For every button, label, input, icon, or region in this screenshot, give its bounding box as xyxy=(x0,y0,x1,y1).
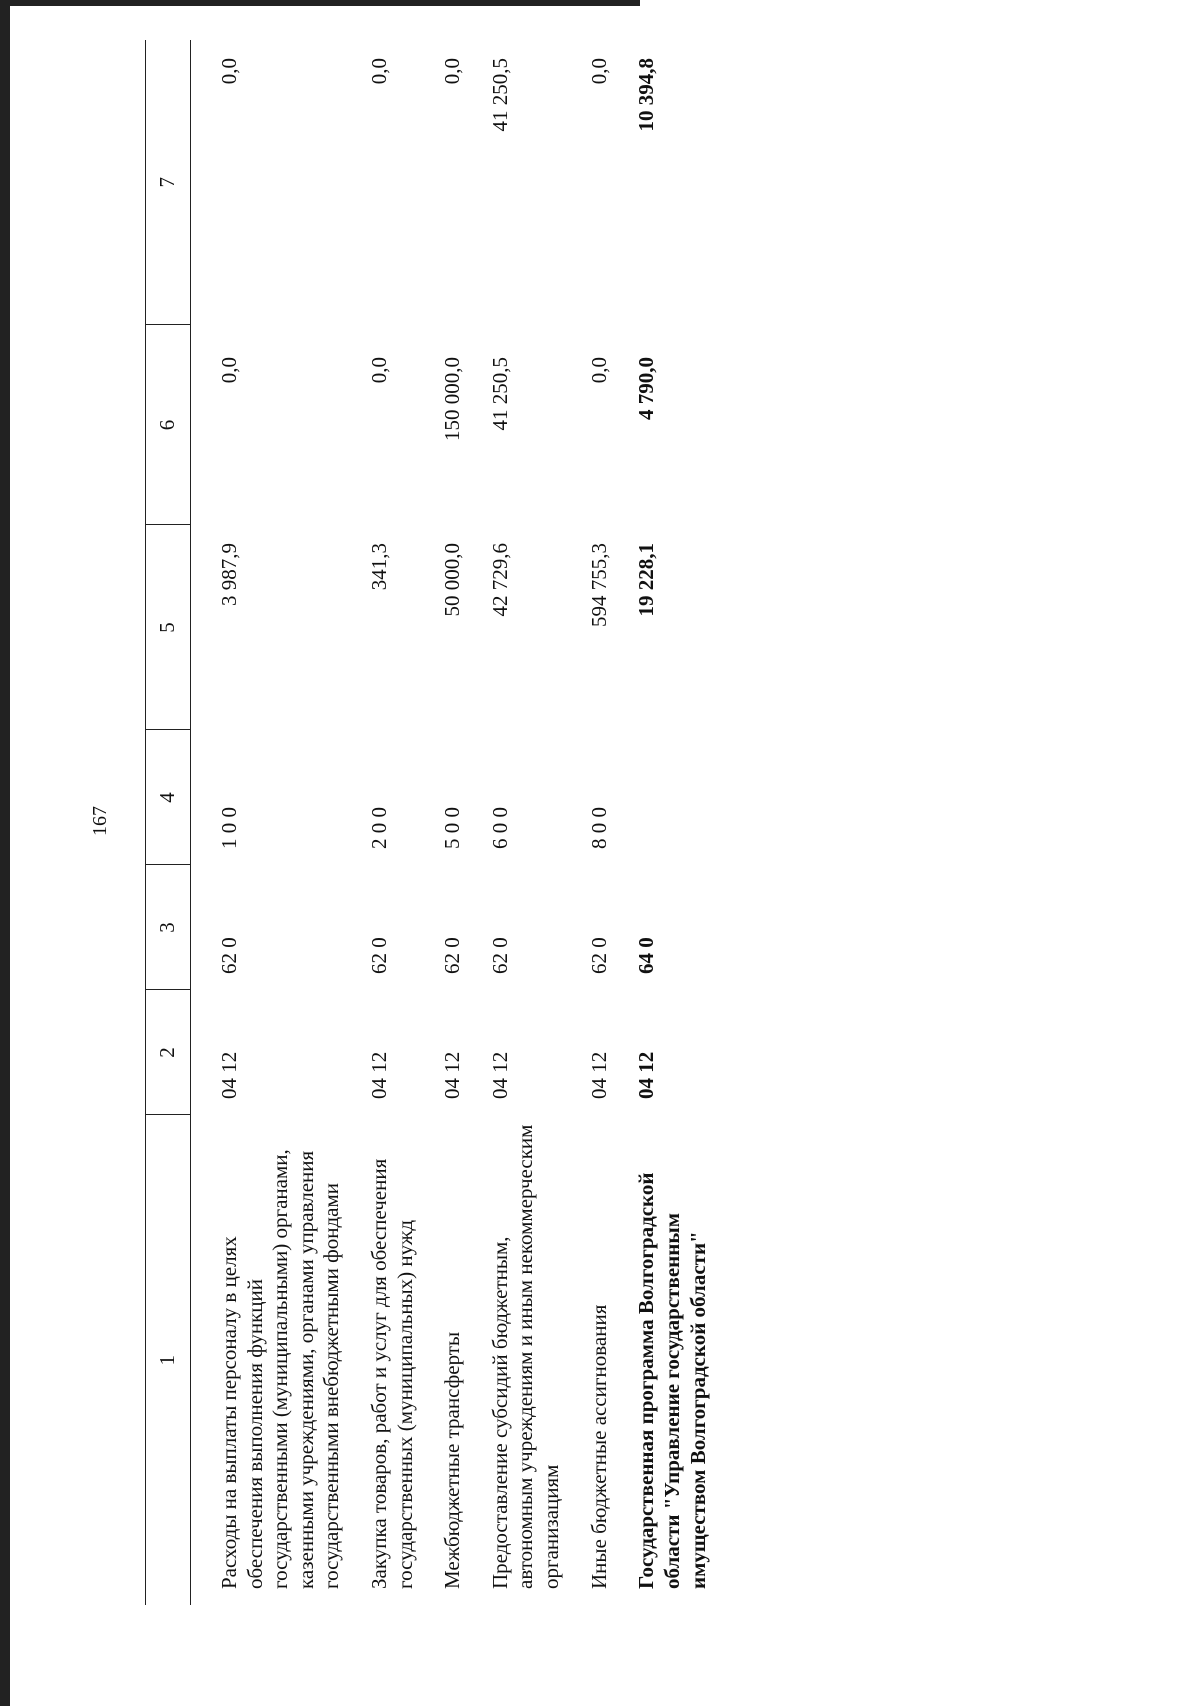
row-col6: 41 250,5 xyxy=(487,357,512,431)
row-type: 6 0 0 xyxy=(487,807,512,849)
row-col7: 0,0 xyxy=(440,58,465,85)
row-program: 62 0 xyxy=(487,937,512,974)
scan-edge-gap xyxy=(640,0,1200,14)
table-header-row xyxy=(146,40,191,1605)
table-row xyxy=(466,40,565,1605)
column-header: 2 xyxy=(146,990,191,1115)
column-header: 1 xyxy=(146,1115,191,1605)
page-number: 167 xyxy=(89,806,111,836)
row-section: 04 12 xyxy=(367,1051,392,1099)
row-col7: 0,0 xyxy=(367,58,392,85)
row-name: Предоставление субсидий бюджетным, автономным учреждениям и иным некоммерческим организациям xyxy=(487,1124,564,1589)
row-section: 04 12 xyxy=(634,1051,659,1099)
column-header: 5 xyxy=(146,525,191,730)
row-col7: 41 250,5 xyxy=(487,58,512,132)
row-program: 62 0 xyxy=(440,937,465,974)
row-type: 8 0 0 xyxy=(586,807,611,849)
row-program: 64 0 xyxy=(634,937,659,974)
row-col7: 0,0 xyxy=(586,58,611,85)
row-type: 1 0 0 xyxy=(217,807,241,849)
rotated-table-container xyxy=(145,40,925,1605)
table-row xyxy=(418,40,466,1605)
row-section: 04 12 xyxy=(487,1051,512,1099)
row-col5: 42 729,6 xyxy=(487,543,512,617)
column-header: 7 xyxy=(146,40,191,325)
row-program: 62 0 xyxy=(367,937,392,974)
row-name: Расходы на выплаты персоналу в целях обеспечения выполнения функций государственными (муниципальными) органами, казенными учреждениями, органами управления государственными внебюджетными фондами xyxy=(217,1149,344,1589)
budget-table xyxy=(145,40,719,1605)
row-program: 62 0 xyxy=(586,937,611,974)
row-type xyxy=(612,730,719,865)
row-type: 2 0 0 xyxy=(367,807,392,849)
scan-edge-left xyxy=(0,0,10,1706)
row-col5: 341,3 xyxy=(367,543,392,591)
table-row-total xyxy=(612,40,719,1605)
column-header: 3 xyxy=(146,865,191,990)
column-header: 4 xyxy=(146,730,191,865)
row-col6: 0,0 xyxy=(367,357,392,384)
row-col7: 10 394,8 xyxy=(634,58,659,132)
row-name: Иные бюджетные ассигнования xyxy=(586,1304,611,1589)
row-col7: 0,0 xyxy=(217,58,241,85)
row-col6: 150 000,0 xyxy=(440,357,465,441)
row-col5: 3 987,9 xyxy=(217,543,241,606)
row-col6: 0,0 xyxy=(217,357,241,384)
table-row xyxy=(565,40,613,1605)
row-name: Закупка товаров, работ и услуг для обеспечения государственных (муниципальных) нужд xyxy=(367,1158,417,1589)
table-row xyxy=(345,40,418,1605)
row-col6: 0,0 xyxy=(586,357,611,384)
column-header: 6 xyxy=(146,325,191,525)
table-row xyxy=(191,40,346,1605)
row-name: Межбюджетные трансферты xyxy=(440,1331,465,1589)
row-col5: 19 228,1 xyxy=(634,543,659,617)
row-type: 5 0 0 xyxy=(440,807,465,849)
row-col6: 4 790,0 xyxy=(634,357,659,420)
row-section: 04 12 xyxy=(440,1051,465,1099)
row-program: 62 0 xyxy=(217,937,241,974)
row-section: 04 12 xyxy=(217,1051,241,1099)
row-col5: 594 755,3 xyxy=(586,543,611,627)
row-col5: 50 000,0 xyxy=(440,543,465,617)
row-section: 04 12 xyxy=(586,1051,611,1099)
row-name: Государственная программа Волгоградской области "Управление государственным имуществом Волгоградской области" xyxy=(634,1172,710,1589)
